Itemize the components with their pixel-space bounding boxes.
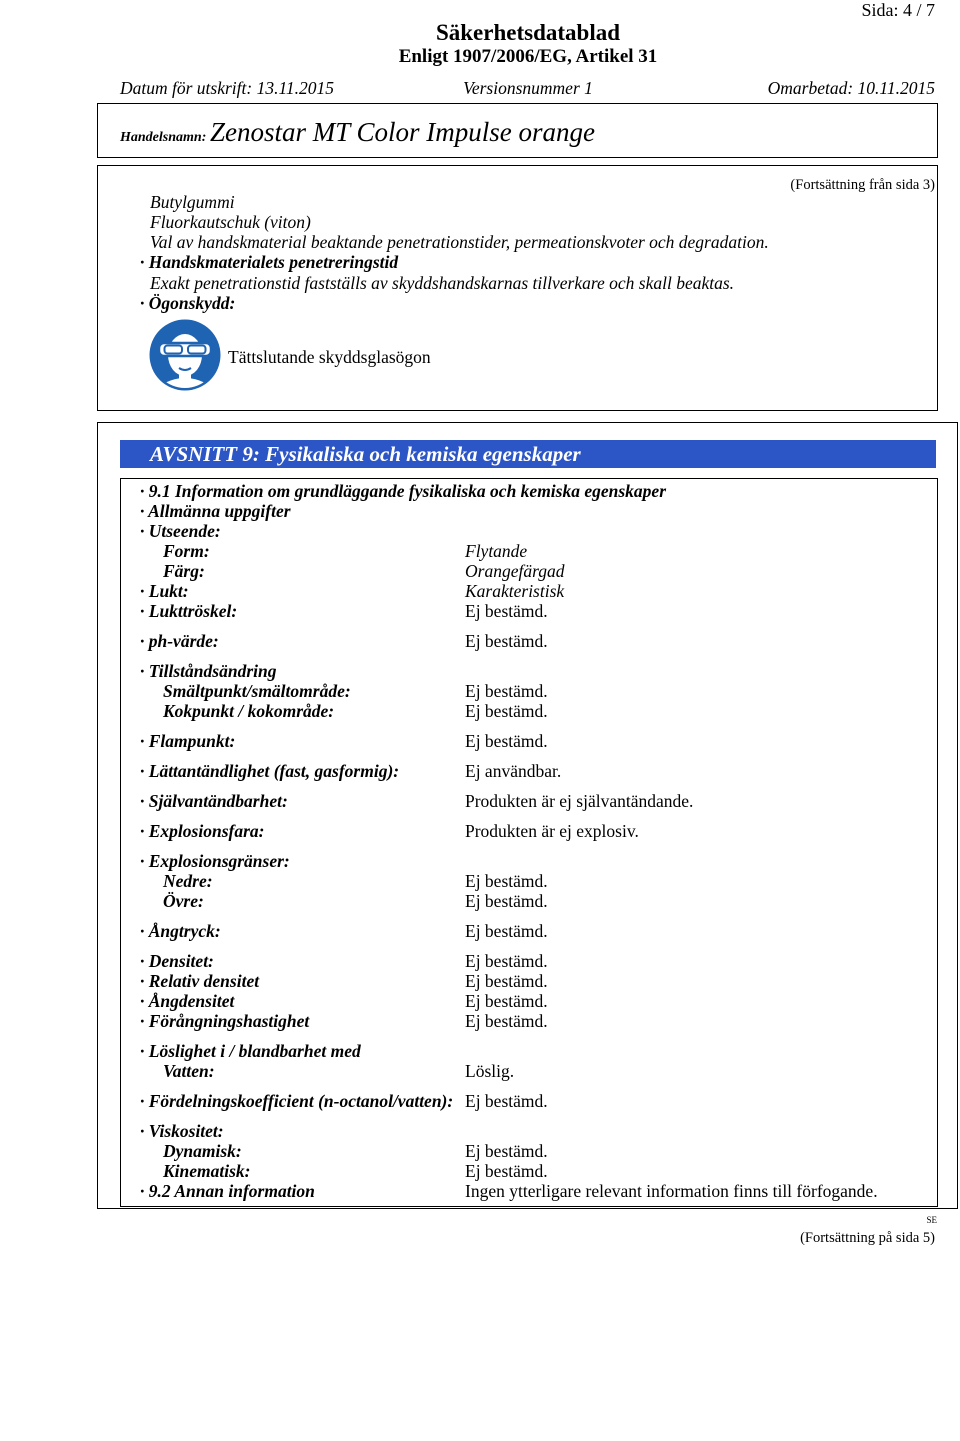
- property-value: Ej bestämd.: [465, 971, 548, 991]
- property-label: · Fördelningskoefficient (n-octanol/vatten):: [140, 1091, 454, 1111]
- odor-row: [121, 581, 937, 601]
- property-value: Ej bestämd.: [465, 731, 548, 751]
- property-label: · Relativ densitet: [140, 971, 260, 991]
- trade-name-label: Handelsnamn:: [120, 130, 207, 145]
- property-value: Ej bestämd.: [465, 681, 548, 701]
- solubility-heading: [121, 1041, 937, 1061]
- property-label: · Tillståndsändring: [140, 661, 277, 681]
- property-value: Ej bestämd.: [465, 601, 548, 621]
- explosion-limits-heading: [121, 851, 937, 871]
- property-label: · 9.1 Information om grundläggande fysikaliska och kemiska egenskaper: [140, 481, 667, 501]
- property-label: · ph-värde:: [140, 631, 219, 651]
- flammability-row: [121, 761, 937, 781]
- relative-density-row: [121, 971, 937, 991]
- vapor-density-row: [121, 991, 937, 1011]
- flash-point-row: [121, 731, 937, 751]
- continued-from-note: (Fortsättning från sida 3): [790, 177, 935, 193]
- property-value: Ej bestämd.: [465, 921, 548, 941]
- melting-point-row: [121, 681, 937, 701]
- property-label: · Ångtryck:: [140, 921, 221, 941]
- property-value: Ej bestämd.: [465, 891, 548, 911]
- property-value: Ej bestämd.: [465, 631, 548, 651]
- version-number: Versionsnummer 1: [463, 78, 593, 98]
- trade-name-line: [120, 115, 595, 149]
- eye-protection-text: Tättslutande skyddsglasögon: [228, 347, 431, 367]
- section-9: [97, 422, 958, 1209]
- property-label: · 9.2 Annan information: [140, 1181, 315, 1201]
- property-label: Dynamisk:: [163, 1141, 242, 1161]
- property-label: · Explosionsfara:: [140, 821, 265, 841]
- product-name: Zenostar MT Color Impulse orange: [210, 117, 596, 147]
- property-label: · Förångningshastighet: [140, 1011, 310, 1031]
- property-label: · Ångdensitet: [140, 991, 235, 1011]
- appearance-heading: [121, 521, 937, 541]
- glove-material-line: Fluorkautschuk (viton): [150, 212, 311, 232]
- trade-name-box: [97, 103, 938, 158]
- property-label: Form:: [163, 541, 210, 561]
- property-label: · Lättantändlighet (fast, gasformig):: [140, 761, 400, 781]
- partition-coefficient-row: [121, 1091, 937, 1111]
- property-value: Ej bestämd.: [465, 1141, 548, 1161]
- property-label: · Flampunkt:: [140, 731, 236, 751]
- property-value: Ej bestämd.: [465, 991, 548, 1011]
- section-9-content: [120, 478, 938, 1207]
- property-label: · Löslighet i / blandbarhet med: [140, 1041, 361, 1061]
- ph-row: [121, 631, 937, 651]
- property-value: Produkten är ej explosiv.: [465, 821, 639, 841]
- property-label: · Explosionsgränser:: [140, 851, 290, 871]
- revised-date: Omarbetad: 10.11.2015: [767, 78, 935, 98]
- property-value: Ej bestämd.: [465, 1011, 548, 1031]
- penetration-time-text: Exakt penetrationstid fastställs av skyddshandskarnas tillverkare och skall beaktas.: [150, 273, 735, 293]
- subsection-9-1-heading: [121, 481, 937, 501]
- property-label: Färg:: [163, 561, 205, 581]
- odor-threshold-row: [121, 601, 937, 621]
- water-solubility-row: [121, 1061, 937, 1081]
- property-label: · Densitet:: [140, 951, 214, 971]
- property-label: · Allmänna uppgifter: [140, 501, 291, 521]
- property-value: Ej bestämd.: [465, 1091, 548, 1111]
- property-value: Ej bestämd.: [465, 871, 548, 891]
- glove-selection-note: Val av handskmaterial beaktande penetrationstider, permeationskvoter och degradation.: [150, 232, 769, 252]
- property-label: Smältpunkt/smältområde:: [163, 681, 351, 701]
- glove-material-line: Butylgummi: [150, 192, 235, 212]
- property-label: · Utseende:: [140, 521, 221, 541]
- penetration-time-heading: · Handskmaterialets penetreringstid: [140, 252, 399, 272]
- boiling-point-row: [121, 701, 937, 721]
- lower-limit-row: [121, 871, 937, 891]
- color-row: [121, 561, 937, 581]
- density-row: [121, 951, 937, 971]
- property-label: Vatten:: [163, 1061, 215, 1081]
- property-value: Ingen ytterligare relevant information finns till förfogande.: [465, 1181, 878, 1201]
- section-9-title-bar: [120, 440, 936, 468]
- property-value: Produkten är ej självantändande.: [465, 791, 694, 811]
- property-value: Ej bestämd.: [465, 951, 548, 971]
- vapor-pressure-row: [121, 921, 937, 941]
- document-subtitle: Enligt 1907/2006/EG, Artikel 31: [398, 46, 658, 67]
- upper-limit-row: [121, 891, 937, 911]
- kinematic-viscosity-row: [121, 1161, 937, 1181]
- property-value: Orangefärgad: [465, 561, 565, 581]
- continued-to-note: (Fortsättning på sida 5): [800, 1230, 935, 1246]
- property-label: Kinematisk:: [163, 1161, 251, 1181]
- general-info-heading: [121, 501, 937, 521]
- property-value: Karakteristisk: [465, 581, 565, 601]
- property-label: · Viskositet:: [140, 1121, 224, 1141]
- property-label: Övre:: [163, 891, 204, 911]
- viscosity-heading: [121, 1121, 937, 1141]
- print-date: Datum för utskrift: 13.11.2015: [120, 78, 335, 98]
- property-value: Ej användbar.: [465, 761, 562, 781]
- section-8-continuation: [97, 165, 938, 411]
- dynamic-viscosity-row: [121, 1141, 937, 1161]
- explosion-hazard-row: [121, 821, 937, 841]
- property-value: Ej bestämd.: [465, 1161, 548, 1181]
- eye-protection-heading: · Ögonskydd:: [140, 293, 236, 313]
- state-change-heading: [121, 661, 937, 681]
- country-code: SE: [926, 1215, 937, 1225]
- property-label: · Lukt:: [140, 581, 189, 601]
- subsection-9-2-row: [121, 1181, 937, 1201]
- self-ignition-row: [121, 791, 937, 811]
- form-row: [121, 541, 937, 561]
- property-label: Kokpunkt / kokområde:: [163, 701, 335, 721]
- document-title: Säkerhetsdatablad: [435, 20, 621, 45]
- evaporation-rate-row: [121, 1011, 937, 1031]
- safety-goggles-mandatory-icon: [149, 319, 221, 391]
- property-label: Nedre:: [163, 871, 213, 891]
- page-number: Sida: 4 / 7: [861, 0, 935, 20]
- property-value: Ej bestämd.: [465, 701, 548, 721]
- property-label: · Självantändbarhet:: [140, 791, 288, 811]
- property-value: Flytande: [465, 541, 528, 561]
- section-9-title: AVSNITT 9: Fysikaliska och kemiska egenskaper: [150, 442, 581, 466]
- property-label: · Lukttröskel:: [140, 601, 238, 621]
- property-value: Löslig.: [465, 1061, 515, 1081]
